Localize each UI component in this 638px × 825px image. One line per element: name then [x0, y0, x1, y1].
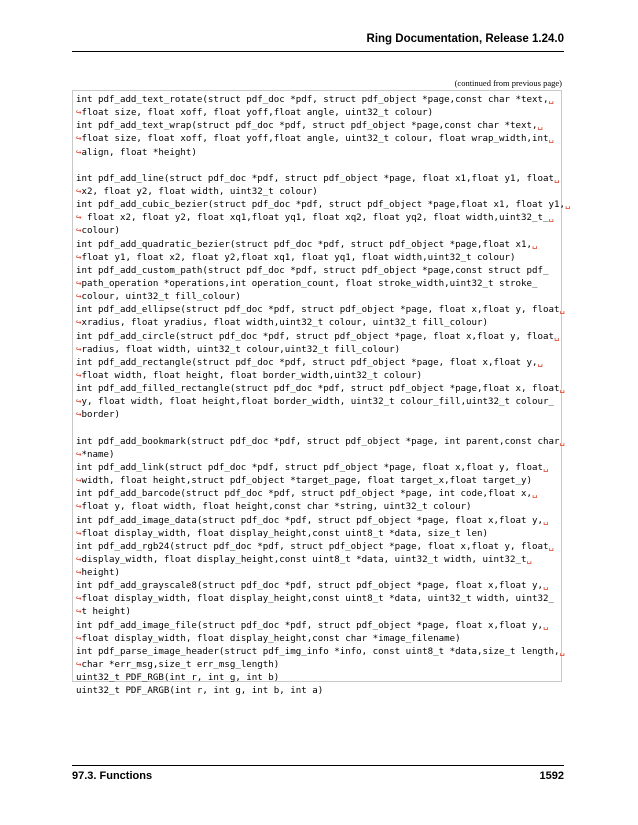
code-line	[76, 252, 570, 265]
code-line-text: t height)	[81, 607, 131, 618]
code-line	[76, 133, 570, 146]
code-line-text: path_operation *operations,int operation_count, float stroke_width,uint32_t stroke_	[81, 278, 538, 289]
line-wrap-icon: ␣	[548, 134, 554, 145]
code-line-text: int pdf_add_text_wrap(struct pdf_doc *pdf, struct pdf_object *page,const char *text,	[76, 121, 538, 132]
code-line-text: uint32_t PDF_RGB(int r, int g, int b)	[76, 673, 280, 684]
code-line	[76, 646, 570, 659]
code-line-text: float size, float xoff, float yoff,float angle, uint32_t colour)	[81, 108, 434, 119]
line-wrap-icon: ␣	[542, 515, 549, 526]
code-line-text: int pdf_add_rgb24(struct pdf_doc *pdf, struct pdf_object *page, float x,float y, float	[76, 541, 549, 552]
code-line-text: float display_width, float display_height,const uint8_t *data, size_t len)	[81, 528, 489, 539]
code-line-text: float size, float xoff, float yoff,float angle, uint32_t colour, float wrap_width,int	[81, 134, 549, 145]
code-line	[76, 186, 570, 199]
code-line	[76, 449, 570, 462]
code-line-text: int pdf_add_text_rotate(struct pdf_doc *pdf, struct pdf_object *page,const char *text,	[76, 95, 549, 105]
line-continuation-icon: ↪	[76, 607, 82, 618]
code-line	[76, 357, 570, 370]
code-line-text: uint32_t PDF_ARGB(int r, int g, int b, int a)	[76, 686, 324, 697]
code-line-text: x2, float y2, float width, uint32_t colour)	[81, 186, 318, 197]
code-line	[76, 291, 570, 304]
code-line	[76, 317, 570, 330]
code-line	[76, 304, 570, 317]
line-continuation-icon: ↪	[76, 568, 82, 579]
line-continuation-icon: ↪	[76, 410, 82, 421]
line-continuation-icon: ↪	[76, 278, 82, 289]
code-line-text: xradius, float yradius, float width,uint32_t colour, uint32_t fill_colour)	[81, 318, 489, 329]
line-wrap-icon: ␣	[564, 200, 571, 211]
line-continuation-icon: ↪	[76, 528, 82, 539]
line-continuation-icon: ↪	[76, 370, 82, 381]
line-continuation-icon: ↪	[76, 660, 82, 671]
code-line-text: float y, float width, float height,const char *string, uint32_t colour)	[81, 502, 472, 513]
line-wrap-icon: ␣	[548, 213, 554, 224]
code-line	[76, 488, 570, 501]
code-line-text: float display_width, float display_height,const uint8_t *data, uint32_t width, uint32_	[81, 594, 554, 605]
code-line-text: int pdf_add_image_data(struct pdf_doc *pdf, struct pdf_object *page, float x,float y,	[76, 515, 543, 526]
code-line-text: radius, float width, uint32_t colour,uint32_t fill_colour)	[81, 344, 401, 355]
line-continuation-icon: ↪	[76, 147, 82, 158]
code-line	[76, 633, 570, 646]
code-line	[76, 659, 570, 672]
code-line	[76, 265, 570, 278]
line-wrap-icon: ␣	[559, 384, 565, 395]
line-continuation-icon: ↪	[76, 186, 82, 197]
line-continuation-icon: ↪	[76, 554, 82, 565]
line-wrap-icon: ␣	[553, 173, 560, 184]
code-line-text: int pdf_add_line(struct pdf_doc *pdf, struct pdf_object *page, float x1,float y1, float	[76, 173, 554, 184]
line-continuation-icon: ↪	[76, 134, 82, 145]
line-continuation-icon: ↪	[76, 502, 82, 513]
code-line	[76, 107, 570, 120]
line-wrap-icon: ␣	[526, 554, 532, 565]
code-line-text: float display_width, float display_height,const char *image_filename)	[81, 633, 461, 644]
header-rule	[72, 51, 564, 52]
line-wrap-icon: ␣	[559, 436, 565, 447]
line-continuation-icon: ↪	[76, 213, 82, 224]
line-continuation-icon: ↪	[76, 397, 82, 408]
continued-note: (continued from previous page)	[454, 78, 562, 88]
line-continuation-icon: ↪	[76, 633, 82, 644]
code-line	[76, 173, 570, 186]
line-wrap-icon: ␣	[531, 489, 538, 500]
code-line	[76, 423, 570, 436]
code-line	[76, 462, 570, 475]
line-wrap-icon: ␣	[542, 620, 549, 631]
code-line-text: float width, float height, float border_width,uint32_t colour)	[81, 370, 423, 381]
code-line	[76, 528, 570, 541]
code-line-text: int pdf_add_quadratic_bezier(struct pdf_doc *pdf, struct pdf_object *page,float x1,	[76, 239, 532, 250]
line-wrap-icon: ␣	[531, 239, 538, 250]
code-line	[76, 567, 570, 580]
line-continuation-icon: ↪	[76, 108, 82, 119]
line-continuation-icon: ↪	[76, 476, 82, 487]
code-line-text: *name)	[81, 449, 115, 460]
code-line-text: int pdf_add_barcode(struct pdf_doc *pdf, struct pdf_object *page, int code,float x,	[76, 489, 532, 500]
code-line-text: align, float *height)	[81, 147, 197, 158]
code-line	[76, 501, 570, 514]
code-line	[76, 383, 570, 396]
code-line	[76, 672, 570, 685]
code-line-text: border)	[81, 410, 120, 421]
code-block	[72, 90, 571, 697]
code-line-text: int pdf_add_ellipse(struct pdf_doc *pdf, struct pdf_object *page, float x,float y, float	[76, 305, 560, 316]
line-wrap-icon: ␣	[537, 121, 543, 132]
code-line	[76, 606, 570, 619]
page-header-title: Ring Documentation, Release 1.24.0	[366, 33, 564, 45]
line-continuation-icon: ↪	[76, 318, 82, 329]
line-continuation-icon: ↪	[76, 226, 82, 237]
line-wrap-icon: ␣	[548, 95, 554, 105]
code-line	[76, 409, 570, 422]
code-line	[76, 147, 570, 160]
code-lines	[76, 94, 570, 698]
line-continuation-icon: ↪	[76, 449, 82, 460]
code-line	[76, 225, 570, 238]
code-line-text: y, float width, float height,float border_width, uint32_t colour_fill,uint32_t colour_	[81, 397, 554, 408]
code-line	[76, 436, 570, 449]
code-line	[76, 212, 570, 225]
code-line	[76, 396, 570, 409]
code-line-text: int pdf_parse_image_header(struct pdf_img_info *info, const uint8_t *data,size_t length,	[76, 646, 560, 657]
code-line	[76, 541, 570, 554]
line-wrap-icon: ␣	[559, 646, 565, 657]
line-continuation-icon: ↪	[76, 252, 82, 263]
code-line	[76, 94, 570, 107]
code-line-text: int pdf_add_grayscale8(struct pdf_doc *pdf, struct pdf_object *page, float x,float y,	[76, 581, 543, 592]
code-line	[76, 331, 570, 344]
line-wrap-icon: ␣	[553, 331, 560, 342]
code-line-text: int pdf_add_custom_path(struct pdf_doc *pdf, struct pdf_object *page,const struct pdf_	[76, 265, 549, 276]
code-line	[76, 120, 570, 133]
code-line	[76, 278, 570, 291]
code-line-text: width, float height,struct pdf_object *target_page, float target_x,float target_y)	[81, 476, 532, 487]
code-line-text: char *err_msg,size_t err_msg_length)	[81, 660, 280, 671]
code-line	[76, 199, 570, 212]
code-line-text: display_width, float display_height,const uint8_t *data, uint32_t width, uint32_t	[81, 554, 527, 565]
line-wrap-icon: ␣	[548, 541, 554, 552]
line-wrap-icon: ␣	[542, 581, 549, 592]
line-wrap-icon: ␣	[542, 462, 549, 473]
footer-page-number: 1592	[539, 770, 564, 782]
code-line-text: int pdf_add_cubic_bezier(struct pdf_doc *pdf, struct pdf_object *page,float x1, float y1,	[76, 200, 565, 211]
code-line-text: int pdf_add_circle(struct pdf_doc *pdf, struct pdf_object *page, float x,float y, float	[76, 331, 554, 342]
code-line	[76, 685, 570, 698]
code-line	[76, 620, 570, 633]
code-line-text: int pdf_add_bookmark(struct pdf_doc *pdf, struct pdf_object *page, int parent,const char	[76, 436, 560, 447]
code-line-text: float y1, float x2, float y2,float xq1, float yq1, float width,uint32_t colour)	[81, 252, 516, 263]
code-line-text: int pdf_add_image_file(struct pdf_doc *pdf, struct pdf_object *page, float x,float y,	[76, 620, 543, 631]
line-continuation-icon: ↪	[76, 344, 82, 355]
code-line	[76, 475, 570, 488]
code-line-text: int pdf_add_link(struct pdf_doc *pdf, struct pdf_object *page, float x,float y, float	[76, 462, 543, 473]
code-line	[76, 344, 570, 357]
code-line-text: height)	[81, 568, 120, 579]
code-line-text: colour, uint32_t fill_colour)	[81, 292, 241, 303]
code-line-text: int pdf_add_filled_rectangle(struct pdf_doc *pdf, struct pdf_object *page,float x, float	[76, 384, 560, 395]
line-wrap-icon: ␣	[537, 357, 543, 368]
code-line	[76, 160, 570, 173]
code-line	[76, 515, 570, 528]
code-line	[76, 554, 570, 567]
line-continuation-icon: ↪	[76, 292, 82, 303]
footer-section-title: 97.3. Functions	[72, 770, 153, 782]
line-wrap-icon: ␣	[559, 305, 565, 316]
code-line	[76, 239, 570, 252]
code-line	[76, 580, 570, 593]
code-line-text: int pdf_add_rectangle(struct pdf_doc *pdf, struct pdf_object *page, float x,float y,	[76, 357, 538, 368]
footer-rule	[72, 765, 564, 766]
code-line-text: float x2, float y2, float xq1,float yq1, float xq2, float yq2, float width,uint32_t_	[81, 213, 549, 224]
code-line	[76, 370, 570, 383]
code-line	[76, 593, 570, 606]
line-continuation-icon: ↪	[76, 594, 82, 605]
code-line-text: colour)	[81, 226, 120, 237]
